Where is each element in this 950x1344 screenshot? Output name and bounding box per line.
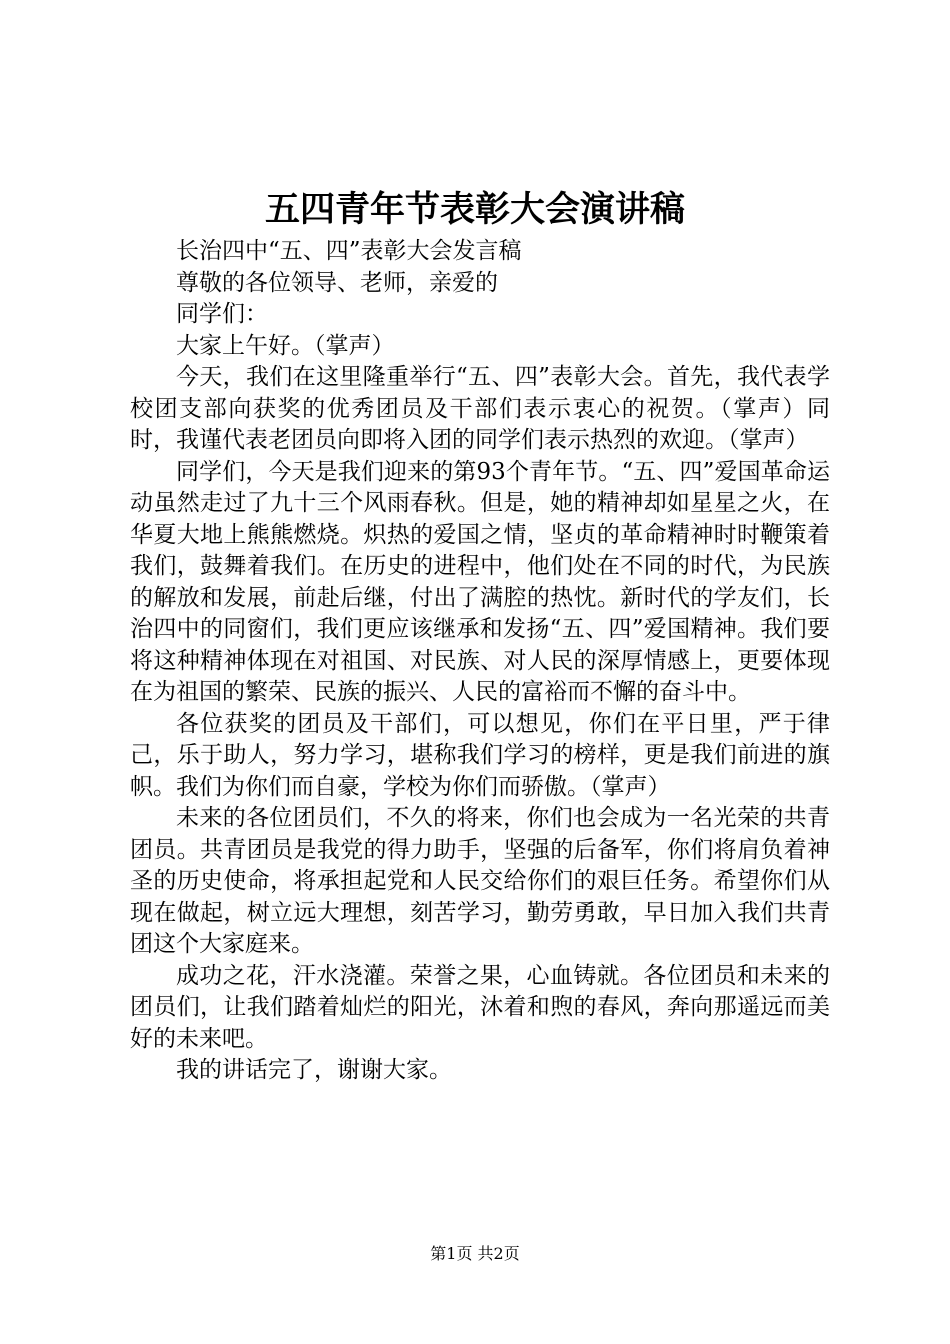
document-title: 五四青年节表彰大会演讲稿 [264,189,685,230]
paragraph-heading: 长治四中“五、四”表彰大会发言稿 [176,238,522,264]
paragraph-future-members: 未来的各位团员们，不久的将来，你们也会成为一名光荣的共青团员。共青团员是我党的得力助手，坚强的后备军，你们将肩负着神圣的历史使命，将承担起党和人民交给你们的艰巨任务。希望你们从现在做起，树立远大理想，刻苦学习，勤劳勇敢，早日加入我们共青团这个大家庭来。 [130,805,830,957]
document-body [130,236,830,1087]
paragraph-greeting: 大家上午好。（掌声） [176,332,395,359]
paragraph-thanks: 我的讲话完了，谢谢大家。 [176,1057,452,1083]
paragraph-history: 同学们，今天是我们迎来的第93个青年节。“五、四”爱国革命运动虽然走过了九十三个风雨春秋。但是，她的精神却如星星之火，在华夏大地上熊熊燃烧。炽热的爱国之情，坚贞的革命精神时时鞭策着我们，鼓舞着我们。在历史的进程中，他们处在不同的时代，为民族的解放和发展，前赴后继，付出了满腔的热忱。新时代的学友们，长治四中的同窗们，我们更应该继承和发扬“五、四”爱国精神。我们要将这种精神体现在对祖国、对民族、对人民的深厚情感上，更要体现在为祖国的繁荣、民族的振兴、人民的富裕而不懈的奋斗中。 [130,458,830,705]
paragraph-awardees: 各位获奖的团员及干部们，可以想见，你们在平日里，严于律己，乐于助人，努力学习，堪称我们学习的榜样，更是我们前进的旗帜。我们为你们而自豪，学校为你们而骄傲。（掌声） [130,710,830,800]
paragraph-salutation: 尊敬的各位领导、老师，亲爱的 [176,269,498,296]
paragraph-salutation-continued: 同学们： [176,301,268,327]
paragraph-closing: 成功之花，汗水浇灌。荣誉之果，心血铸就。各位团员和未来的团员们，让我们踏着灿烂的阳光，沐着和煦的春风，奔向那遥远而美好的未来吧。 [130,962,830,1052]
page-number-footer: 第1页 共2页 [430,1244,520,1263]
paragraph-opening: 今天，我们在这里隆重举行“五、四”表彰大会。首先，我代表学校团支部向获奖的优秀团员及干部们表示衷心的祝贺。（掌声）同时，我谨代表老团员向即将入团的同学们表示热烈的欢迎。（掌声） [130,364,830,453]
